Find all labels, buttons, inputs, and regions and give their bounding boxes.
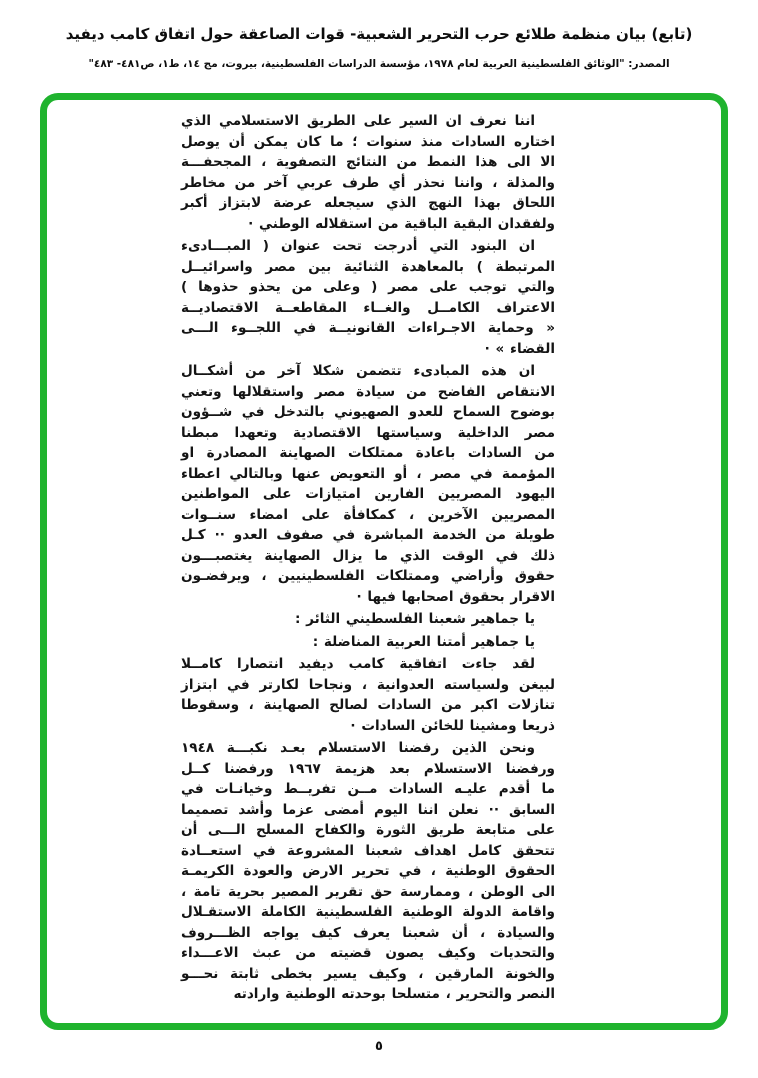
- text-line: ان هذه المبادىء تتضمن شكلا آخر من أشكــال: [181, 363, 535, 379]
- text-line: اختاره السادات منذ سنوات ؛ ما كان يمكن أن يوصل: [181, 133, 555, 150]
- text-line: القضاء » ·: [484, 340, 555, 357]
- text-line: والخونة المارقين ، وكيف يسير بخطى ثابتة نحـــو: [181, 965, 555, 982]
- text-line: ونحن الذين رفضنا الاستسلام بعـد نكبـــة ١٩٤٨: [181, 740, 535, 756]
- text-line: اليهود المصريين الفارين امتيازات على المواطنين: [181, 486, 555, 502]
- text-line: واقامة الدولة الوطنية الفلسطينية الكاملة الاستقـلال: [181, 904, 555, 920]
- paragraph: [181, 609, 555, 630]
- text-line: والمذلة ، واننا نحذر أي طرف عربي آخر من مخاطر: [181, 174, 555, 191]
- text-line: ورفضنا الاستسلام بعد هزيمة ١٩٦٧ ورفضنا كــل: [181, 760, 555, 777]
- text-line: « وحماية الاجـراءات القانونيــة في اللجــوء الـــى: [181, 320, 555, 336]
- text-line: بوضوح السماح للعدو الصهيوني بالتدخل في شــؤون: [181, 404, 555, 420]
- document-body: [181, 111, 555, 1007]
- text-line: الا الى هذا النمط من النتائج التصفوية ، المجحفـــة: [181, 154, 555, 170]
- text-line: المرتبطة ) بالمعاهدة الثنائية بين مصر واسرائيــل: [181, 258, 555, 275]
- text-line: ذريعا ومشينا للخائن السادات ·: [350, 717, 555, 734]
- text-line: مصر الداخلية وسياستها الاقتصادية وتعهدا مبطنا: [181, 424, 555, 441]
- text-line: ان البنود التي أدرجت تحت عنوان ( المبـــادىء: [181, 238, 535, 254]
- paragraph: [181, 632, 555, 653]
- text-line: المصريين الآخرين ، كمكافأة على امضاء سنــوات: [181, 506, 555, 523]
- paragraph: [181, 654, 555, 736]
- text-line: على متابعة طريق الثورة والكفاح المسلح الـــى أن: [181, 822, 555, 838]
- text-line: حقوق وأراضي وممتلكات الفلسطينيين ، ويرفضـون: [181, 568, 555, 584]
- text-line: السابق ·· نعلن اننا اليوم أمضى عزما وأشد تصميما: [181, 801, 555, 818]
- text-line: لقد جاءت اتفاقية كامب ديفيد انتصارا كامــلا: [181, 656, 535, 672]
- text-line: اللحاق بهذا النهج الذي سيجعله عرضة لابتزاز أكبر: [181, 195, 555, 211]
- text-line: الاعتراف الكامــل والغــاء المقاطعــة الاقتصاديــة: [181, 299, 555, 316]
- paragraph: [181, 361, 555, 607]
- text-line: والتي توجب على مصر ( وعلى من يحذو حذوها ): [181, 279, 555, 295]
- text-line: والتحديات وكيف يصون قضيته من عبث الاعـــداء: [181, 945, 555, 961]
- text-line: طويلة من الخدمة المباشرة في صفوف العدو ·· كـل: [181, 527, 555, 543]
- text-line: النصر والتحرير ، متسلحا بوحدته الوطنية وارادته: [233, 986, 555, 1002]
- text-line: الانتقاص الفاضح من سيادة مصر واستقلالها وتعني: [181, 383, 555, 400]
- page-number: ٥: [375, 1039, 383, 1054]
- text-line: يا جماهير أمتنا العربية المناضلة :: [312, 633, 535, 650]
- text-line: تتحقق كامل اهداف شعبنا المشروعة في استعــادة: [181, 842, 555, 859]
- paragraph: [181, 738, 555, 1005]
- text-line: ولفقدان البقية الباقية من استقلاله الوطني ·: [248, 215, 555, 232]
- document-title: (تابع) بيان منظمة طلائع حرب التحرير الشعبية- قوات الصاعقة حول اتفاق كامب ديفيد: [65, 25, 693, 43]
- text-line: من السادات باعادة ممتلكات الصهاينة المصادرة او: [181, 445, 555, 461]
- text-line: تنازلات اكبر من السادات لصالح الصهاينة ، وسقوطا: [181, 697, 555, 713]
- text-line: ذلك في الوقت الذي ما يزال الصهاينة يغتصبـــون: [181, 547, 555, 564]
- paragraph: [181, 111, 555, 234]
- text-line: الاقرار بحقوق اصحابها فيها ·: [356, 588, 555, 605]
- text-line: الحقوق الوطنية ، في تحرير الارض والعودة الكريمـة: [181, 863, 555, 879]
- text-line: الى الوطن ، وممارسة حق تقرير المصير بحرية تامة ،: [181, 883, 555, 900]
- document-source-citation: المصدر: "الوثائق الفلسطينية العربية لعام ١٩٧٨، مؤسسة الدراسات الفلسطينية، بيروت، مج ١٤، ط١، ص٤٨١- ٤٨٣": [88, 58, 670, 70]
- text-line: ما أقدم عليـه السادات مــن تفريــط وخيانـات في: [181, 781, 555, 797]
- paragraph: [181, 236, 555, 359]
- text-line: المؤممة في مصر ، أو التعويض عنها وبالتالي اعطاء: [181, 465, 555, 482]
- text-line: لبيغن ولسياسته العدوانية ، ونجاحا لكارتر في ابتزاز: [181, 676, 555, 693]
- text-line: والسيادة ، أن شعبنا يعرف كيف يواجه الظـــروف: [181, 924, 555, 941]
- text-line: اننا نعرف ان السير على الطريق الاستسلامي الذي: [181, 113, 535, 129]
- text-line: يا جماهير شعبنا الفلسطيني الثائر :: [295, 611, 535, 627]
